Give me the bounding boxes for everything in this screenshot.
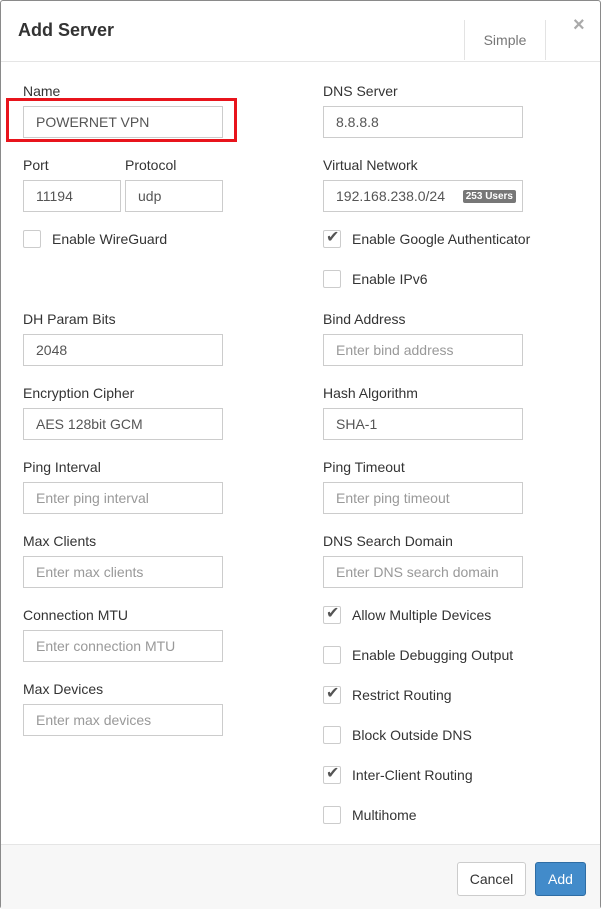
dialog-title: Add Server (18, 20, 115, 40)
users-count-badge: 253 Users (463, 190, 516, 203)
ping-timeout-input[interactable]: Enter ping timeout (323, 482, 523, 514)
google-auth-label: Enable Google Authenticator (352, 231, 531, 247)
dialog-footer (1, 844, 600, 909)
debugging-output-checkbox[interactable] (323, 646, 341, 664)
inter-client-routing-label: Inter-Client Routing (352, 767, 473, 783)
simple-mode-button[interactable]: Simple (464, 20, 546, 60)
max-clients-label: Max Clients (23, 533, 97, 549)
connection-mtu-input[interactable]: Enter connection MTU (23, 630, 223, 662)
virtual-network-value: 192.168.238.0/24 (336, 188, 445, 204)
multihome-checkbox[interactable] (323, 806, 341, 824)
max-clients-input[interactable]: Enter max clients (23, 556, 223, 588)
dh-param-bits-input[interactable]: 2048 (23, 334, 223, 366)
enable-wireguard-checkbox[interactable] (23, 230, 41, 248)
connection-mtu-label: Connection MTU (23, 607, 129, 623)
multihome-row[interactable] (323, 806, 543, 824)
protocol-label: Protocol (125, 157, 177, 173)
name-highlight-box (6, 98, 237, 142)
max-devices-input[interactable]: Enter max devices (23, 704, 223, 736)
inter-client-routing-row[interactable] (323, 766, 543, 784)
multihome-label: Multihome (352, 807, 417, 823)
block-outside-dns-checkbox[interactable] (323, 726, 341, 744)
google-auth-checkbox[interactable] (323, 230, 341, 248)
cancel-button[interactable]: Cancel (457, 862, 526, 896)
checkmark-icon: ✔ (326, 229, 340, 246)
hash-algorithm-label: Hash Algorithm (323, 385, 418, 401)
bind-address-label: Bind Address (323, 311, 406, 327)
encryption-cipher-label: Encryption Cipher (23, 385, 135, 401)
checkmark-icon: ✔ (326, 605, 340, 622)
google-auth-row[interactable] (323, 230, 563, 248)
protocol-select[interactable]: udp (125, 180, 223, 212)
enable-ipv6-checkbox[interactable] (323, 270, 341, 288)
close-icon[interactable]: × (573, 14, 585, 36)
name-label: Name (23, 83, 61, 99)
restrict-routing-row[interactable] (323, 686, 543, 704)
ping-timeout-label: Ping Timeout (323, 459, 405, 475)
virtual-network-input[interactable] (323, 180, 523, 212)
dns-server-input[interactable]: 8.8.8.8 (323, 106, 523, 138)
ping-interval-label: Ping Interval (23, 459, 101, 475)
enable-ipv6-row[interactable] (323, 270, 523, 288)
dialog-header (1, 1, 600, 62)
block-outside-dns-label: Block Outside DNS (352, 727, 472, 743)
bind-address-input[interactable]: Enter bind address (323, 334, 523, 366)
max-devices-label: Max Devices (23, 681, 104, 697)
ping-interval-input[interactable]: Enter ping interval (23, 482, 223, 514)
enable-wireguard-row[interactable] (23, 230, 243, 248)
port-label: Port (23, 157, 49, 173)
add-button[interactable]: Add (535, 862, 586, 896)
block-outside-dns-row[interactable] (323, 726, 543, 744)
allow-multiple-devices-checkbox[interactable] (323, 606, 341, 624)
enable-wireguard-label: Enable WireGuard (52, 231, 168, 247)
inter-client-routing-checkbox[interactable] (323, 766, 341, 784)
allow-multiple-devices-row[interactable] (323, 606, 543, 624)
debugging-output-row[interactable] (323, 646, 543, 664)
name-input[interactable]: POWERNET VPN (23, 106, 223, 138)
dns-server-label: DNS Server (323, 83, 398, 99)
dns-search-domain-label: DNS Search Domain (323, 533, 453, 549)
port-input[interactable]: 11194 (23, 180, 121, 212)
dh-param-bits-label: DH Param Bits (23, 311, 116, 327)
hash-algorithm-select[interactable]: SHA-1 (323, 408, 523, 440)
checkmark-icon: ✔ (326, 685, 340, 702)
debugging-output-label: Enable Debugging Output (352, 647, 514, 663)
enable-ipv6-label: Enable IPv6 (352, 271, 428, 287)
checkmark-icon: ✔ (326, 765, 340, 782)
restrict-routing-checkbox[interactable] (323, 686, 341, 704)
allow-multiple-devices-label: Allow Multiple Devices (352, 607, 492, 623)
restrict-routing-label: Restrict Routing (352, 687, 452, 703)
dns-search-domain-input[interactable]: Enter DNS search domain (323, 556, 523, 588)
encryption-cipher-select[interactable]: AES 128bit GCM (23, 408, 223, 440)
virtual-network-label: Virtual Network (323, 157, 418, 173)
